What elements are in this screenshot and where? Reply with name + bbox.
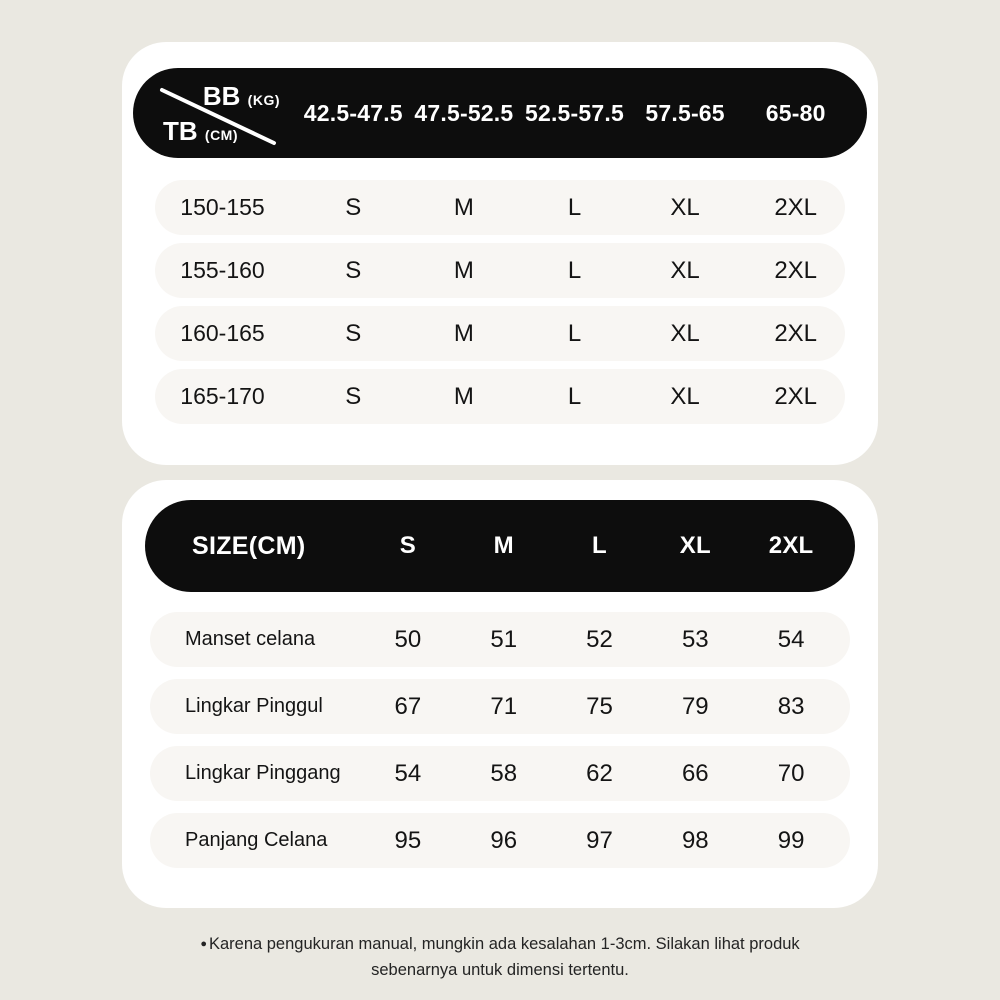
- weight-axis-unit: (KG): [247, 92, 280, 108]
- measurement-label: Lingkar Pinggul: [185, 695, 323, 717]
- size-cm-label: SIZE(CM): [192, 531, 306, 560]
- size-recommendation-card: [122, 42, 878, 465]
- measurement-value: 79: [681, 692, 709, 720]
- measurement-value: 70: [777, 759, 805, 787]
- measurement-value: 96: [490, 826, 518, 854]
- weight-range-header: 57.5-65: [645, 99, 725, 126]
- measurement-label: Lingkar Pinggang: [185, 762, 341, 784]
- bullet-icon: ●: [200, 938, 207, 950]
- size-cell: S: [345, 193, 362, 221]
- size-cell: M: [453, 193, 474, 221]
- weight-axis-label: BB (KG): [202, 81, 280, 111]
- size-column-header: L: [592, 532, 607, 559]
- measurement-label: Manset celana: [185, 628, 316, 650]
- size-cell: 2XL: [774, 256, 818, 284]
- size-cell: 2XL: [774, 382, 818, 410]
- table-row: [133, 243, 867, 298]
- measurement-row: [145, 612, 855, 667]
- measurement-rows: [145, 612, 855, 880]
- disclaimer-line-1: ● Karena pengukuran manual, mungkin ada kesalahan 1-3cm. Silakan lihat produk: [200, 935, 800, 953]
- size-recommendation-rows: [133, 180, 867, 432]
- measurement-value: 58: [490, 759, 518, 787]
- height-range-label: 150-155: [180, 194, 265, 220]
- size-cell: XL: [670, 319, 700, 347]
- height-range-label: 160-165: [180, 320, 265, 346]
- size-cell: M: [453, 256, 474, 284]
- table-row: [133, 180, 867, 235]
- disclaimer-line-2: sebenarnya untuk dimensi tertentu.: [371, 961, 629, 979]
- size-cell: S: [345, 382, 362, 410]
- measurement-value: 51: [490, 625, 518, 653]
- size-cell: L: [567, 319, 582, 347]
- measurement-value: 52: [586, 625, 613, 653]
- bb-tb-corner-cell: [133, 68, 298, 158]
- measurement-row: [145, 746, 855, 801]
- measurement-row: [145, 813, 855, 868]
- weight-range-header: 47.5-52.5: [414, 99, 514, 126]
- measurement-value: 97: [586, 826, 613, 854]
- measurement-value: 53: [681, 625, 709, 653]
- measurement-value: 98: [681, 826, 709, 854]
- table-row: [133, 369, 867, 424]
- measurement-card: [122, 480, 878, 908]
- size-column-header: M: [493, 532, 514, 559]
- measurement-value: 71: [490, 692, 518, 720]
- size-cell: 2XL: [774, 193, 818, 221]
- size-recommendation-header: [133, 68, 867, 158]
- measurement-header: [145, 500, 855, 592]
- size-cell: L: [567, 256, 582, 284]
- size-column-header: S: [399, 532, 416, 559]
- size-cell: L: [567, 382, 582, 410]
- measurement-value: 50: [394, 625, 422, 653]
- weight-range-header: 65-80: [765, 99, 826, 126]
- size-cell: S: [345, 319, 362, 347]
- size-cell: 2XL: [774, 319, 818, 347]
- measurement-value: 67: [394, 692, 422, 720]
- measurement-value: 75: [586, 692, 613, 720]
- measurement-row: [145, 679, 855, 734]
- size-cell: XL: [670, 256, 700, 284]
- size-cell: M: [453, 382, 474, 410]
- measurement-value: 95: [394, 826, 422, 854]
- measurement-value: 62: [586, 759, 613, 787]
- measurement-value: 66: [681, 759, 709, 787]
- measurement-value: 54: [777, 625, 805, 653]
- measurement-value: 54: [394, 759, 422, 787]
- size-column-header: XL: [679, 532, 711, 559]
- height-range-label: 155-160: [180, 257, 265, 283]
- measurement-value: 99: [777, 826, 805, 854]
- weight-range-header: 42.5-47.5: [303, 99, 403, 126]
- height-axis-label: TB (CM): [163, 116, 239, 146]
- measurement-value: 83: [777, 692, 805, 720]
- weight-range-header: 52.5-57.5: [524, 99, 624, 126]
- size-cell: M: [453, 319, 474, 347]
- size-column-header: 2XL: [768, 532, 814, 559]
- size-cell: XL: [670, 193, 700, 221]
- table-row: [133, 306, 867, 361]
- height-range-label: 165-170: [180, 383, 265, 409]
- disclaimer-note: [0, 931, 1000, 983]
- size-cell: L: [567, 193, 582, 221]
- height-axis-unit: (CM): [204, 127, 239, 143]
- measurement-label: Panjang Celana: [185, 829, 328, 851]
- size-cell: XL: [670, 382, 700, 410]
- size-cell: S: [345, 256, 362, 284]
